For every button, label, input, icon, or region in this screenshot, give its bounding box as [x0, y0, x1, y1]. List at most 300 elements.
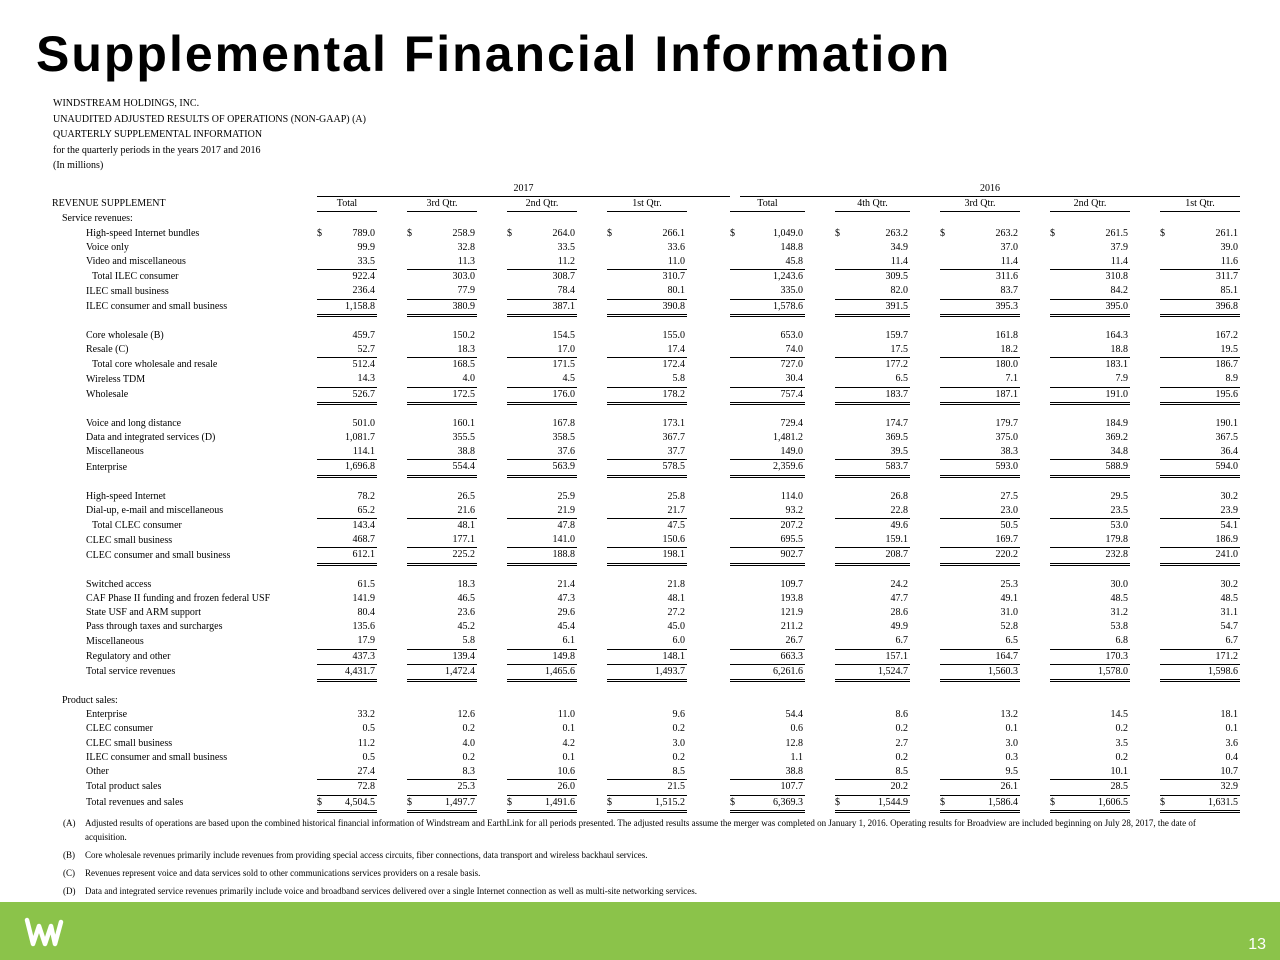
currency-symbol: [1050, 765, 1060, 780]
spacer-cell: [1130, 197, 1160, 212]
spacer-cell: [377, 504, 407, 519]
value-cell: 593.0: [950, 460, 1020, 476]
value-cell: 83.7: [950, 284, 1020, 299]
value-cell: 26.8: [890, 490, 908, 502]
spacer-cell: [52, 564, 1240, 578]
value-cell: 1,491.6: [517, 795, 577, 811]
currency-symbol: [1160, 241, 1170, 255]
currency-symbol: [1160, 460, 1170, 476]
spacer-cell: [52, 315, 1240, 329]
currency-symbol: [940, 358, 950, 373]
spacer-cell: [1020, 795, 1050, 811]
spacer-cell: [687, 634, 730, 649]
currency-symbol: [407, 664, 417, 680]
value-cell: 459.7: [352, 329, 375, 341]
spacer-cell: [1130, 606, 1160, 620]
spacer-cell: [687, 343, 730, 358]
currency-symbol: [730, 664, 740, 680]
row-label: Regulatory and other: [86, 650, 171, 662]
spacer-cell: [1020, 445, 1050, 460]
currency-symbol: [730, 765, 740, 780]
currency-symbol: [317, 649, 327, 664]
spacer-cell: [805, 620, 835, 634]
spacer-cell: [377, 649, 407, 664]
currency-symbol: [1050, 343, 1060, 358]
spacer-cell: [377, 445, 407, 460]
value-cell: 31.2: [1110, 607, 1128, 619]
footnote-text: Data and integrated service revenues primarily include voice and broadband services delivered over a single Internet connection as well as multi-site networking services.: [85, 886, 698, 896]
currency-symbol: [940, 780, 950, 795]
spacer-cell: [805, 722, 835, 736]
currency-symbol: $: [940, 227, 945, 239]
spacer-cell: [1020, 460, 1050, 476]
value-cell: 367.5: [1215, 432, 1238, 444]
value-cell: 29.5: [1110, 490, 1128, 502]
spacer-cell: [577, 592, 607, 606]
value-cell: 18.3: [457, 578, 475, 590]
currency-symbol: $: [940, 795, 950, 811]
value-cell: 8.3: [417, 765, 477, 780]
currency-symbol: [835, 519, 845, 534]
value-cell: 169.7: [950, 533, 1020, 548]
currency-symbol: $: [835, 795, 845, 811]
value-cell: 0.1: [1005, 723, 1018, 735]
spacer-cell: [910, 329, 940, 343]
table-row: [52, 795, 1240, 811]
value-cell: 526.7: [327, 387, 377, 403]
value-cell: 6.8: [1060, 634, 1130, 649]
value-cell: 207.2: [780, 520, 803, 532]
value-cell: 121.9: [780, 607, 803, 619]
value-cell: 18.2: [950, 343, 1020, 358]
spacer-cell: [1020, 490, 1050, 504]
spacer-cell: [477, 255, 507, 270]
year-header-row: [52, 182, 1240, 197]
currency-symbol: [317, 578, 327, 592]
spacer-cell: [910, 490, 940, 504]
currency-symbol: [607, 343, 617, 358]
currency-symbol: [940, 329, 950, 343]
row-label: Wholesale: [86, 389, 129, 401]
spacer-cell: [577, 270, 607, 285]
spacer-cell: [1130, 578, 1160, 592]
value-cell: 178.2: [617, 387, 687, 403]
spacer-cell: [1020, 255, 1050, 270]
spacer-cell: [377, 578, 407, 592]
value-cell: 335.0: [740, 284, 805, 299]
currency-symbol: [607, 445, 617, 460]
value-cell: 18.8: [1060, 343, 1130, 358]
currency-symbol: [835, 372, 845, 387]
currency-symbol: [940, 737, 950, 751]
value-cell: 48.5: [1220, 592, 1238, 604]
currency-symbol: [507, 241, 517, 255]
value-cell: 1,493.7: [617, 664, 687, 680]
value-cell: 33.5: [557, 241, 575, 253]
spacer-cell: [730, 182, 740, 197]
row-label: Wireless TDM: [86, 373, 146, 385]
currency-symbol: [407, 649, 417, 664]
report-period: for the quarterly periods in the years 2017 and 2016: [53, 144, 261, 156]
value-cell: 8.9: [1170, 372, 1240, 387]
spacer-cell: [477, 270, 507, 285]
value-cell: 159.7: [885, 329, 908, 341]
value-cell: 0.2: [672, 723, 685, 735]
value-cell: 37.9: [1110, 241, 1128, 253]
currency-symbol: [607, 649, 617, 664]
currency-symbol: [507, 533, 517, 548]
spacer-cell: [577, 504, 607, 519]
value-cell: 135.6: [352, 621, 375, 633]
value-cell: 21.7: [617, 504, 687, 519]
spacer-cell: [317, 694, 1240, 708]
value-cell: 6.1: [517, 634, 577, 649]
value-cell: 264.0: [552, 227, 575, 239]
value-cell: 17.0: [517, 343, 577, 358]
currency-symbol: [835, 780, 845, 795]
value-cell: 19.5: [1170, 343, 1240, 358]
spacer-cell: [1020, 634, 1050, 649]
currency-symbol: [1050, 519, 1060, 534]
currency-symbol: [407, 241, 417, 255]
spacer-cell: [477, 431, 507, 445]
value-cell: 30.0: [1110, 578, 1128, 590]
spacer-cell: [577, 343, 607, 358]
value-cell: 154.5: [552, 329, 575, 341]
value-cell: 159.1: [845, 533, 910, 548]
currency-symbol: [730, 255, 740, 270]
spacer-cell: [1130, 634, 1160, 649]
currency-symbol: [507, 548, 517, 564]
spacer-cell: [477, 299, 507, 315]
currency-symbol: [317, 431, 327, 445]
column-header: Total: [317, 197, 377, 212]
value-cell: 48.1: [457, 520, 475, 532]
value-cell: 148.8: [780, 241, 803, 253]
spacer-cell: [910, 227, 940, 241]
spacer-cell: [910, 649, 940, 664]
currency-symbol: [730, 722, 740, 736]
value-cell: 11.2: [517, 255, 577, 270]
currency-symbol: [507, 722, 517, 736]
value-cell: 261.1: [1215, 227, 1238, 239]
value-cell: 387.1: [517, 299, 577, 315]
spacer-cell: [805, 255, 835, 270]
spacer-cell: [687, 431, 730, 445]
currency-symbol: [940, 606, 950, 620]
spacer-cell: [477, 417, 507, 431]
spacer-cell: [577, 634, 607, 649]
spacer-cell: [1020, 417, 1050, 431]
value-cell: 13.2: [1000, 709, 1018, 721]
spacer-cell: [377, 241, 407, 255]
currency-symbol: [507, 490, 517, 504]
spacer-cell: [477, 329, 507, 343]
currency-symbol: [407, 606, 417, 620]
spacer-cell: [805, 533, 835, 548]
row-label: Product sales:: [62, 695, 118, 707]
currency-symbol: [607, 241, 617, 255]
currency-symbol: [407, 751, 417, 765]
row-label: Miscellaneous: [86, 446, 144, 458]
value-cell: 23.5: [1060, 504, 1130, 519]
report-header: [53, 96, 366, 174]
currency-symbol: [730, 504, 740, 519]
spacer-cell: [1130, 737, 1160, 751]
currency-symbol: [730, 592, 740, 606]
value-cell: 172.4: [662, 359, 685, 371]
spacer-cell: [477, 737, 507, 751]
value-cell: 50.5: [1000, 520, 1018, 532]
currency-symbol: $: [1160, 795, 1170, 811]
value-cell: 31.0: [1000, 607, 1018, 619]
spacer-cell: [910, 795, 940, 811]
currency-symbol: [1160, 737, 1170, 751]
currency-symbol: [835, 417, 845, 431]
currency-symbol: [1160, 417, 1170, 431]
spacer-cell: [377, 358, 407, 373]
spacer-cell: [377, 606, 407, 620]
spacer-cell: [910, 751, 940, 765]
currency-symbol: [730, 578, 740, 592]
currency-symbol: [940, 255, 950, 270]
value-cell: 84.2: [1060, 284, 1130, 299]
value-cell: 150.6: [617, 533, 687, 548]
currency-symbol: [507, 765, 517, 780]
currency-symbol: [317, 343, 327, 358]
value-cell: 45.4: [557, 621, 575, 633]
row-label: Total CLEC consumer: [92, 519, 182, 531]
spacer-cell: [1130, 431, 1160, 445]
currency-symbol: [507, 445, 517, 460]
spacer-cell: [1130, 343, 1160, 358]
currency-symbol: [1050, 708, 1060, 722]
value-cell: 4.0: [417, 372, 477, 387]
value-cell: 26.5: [457, 490, 475, 502]
currency-symbol: [607, 592, 617, 606]
column-header: Total: [730, 197, 805, 212]
currency-symbol: [1050, 504, 1060, 519]
spacer-cell: [910, 504, 940, 519]
spacer-cell: [477, 780, 507, 795]
spacer-cell: [1130, 270, 1160, 285]
row-label: Other: [86, 766, 109, 778]
currency-symbol: [607, 519, 617, 534]
currency-symbol: [1050, 533, 1060, 548]
year-2016-header: 2016: [740, 182, 1240, 197]
currency-symbol: [407, 270, 417, 285]
value-cell: 80.1: [617, 284, 687, 299]
value-cell: 922.4: [352, 271, 375, 283]
spacer-cell: [1020, 519, 1050, 534]
spacer-cell: [477, 445, 507, 460]
currency-symbol: [317, 634, 327, 649]
row-label: Switched access: [86, 578, 152, 590]
spacer-cell: [687, 606, 730, 620]
table-row: [52, 490, 1240, 504]
value-cell: 9.6: [672, 709, 685, 721]
value-cell: 37.7: [617, 445, 687, 460]
currency-symbol: [507, 578, 517, 592]
footnote-b: [63, 848, 1223, 862]
table-row: [52, 329, 1240, 343]
value-cell: 2.7: [895, 737, 908, 749]
value-cell: 22.8: [845, 504, 910, 519]
currency-symbol: [835, 722, 845, 736]
spacer-cell: [577, 649, 607, 664]
page-title: Supplemental Financial Information: [36, 26, 952, 82]
spacer-cell: [910, 197, 940, 212]
spacer-cell: [1130, 533, 1160, 548]
spacer-cell: [910, 634, 940, 649]
value-cell: 303.0: [452, 271, 475, 283]
value-cell: 54.7: [1220, 621, 1238, 633]
table-row: [52, 722, 1240, 736]
value-cell: 12.6: [457, 709, 475, 721]
currency-symbol: [407, 578, 417, 592]
value-cell: 0.2: [672, 751, 685, 763]
spacer-cell: [477, 634, 507, 649]
currency-symbol: [730, 548, 740, 564]
currency-symbol: [317, 372, 327, 387]
spacer-cell: [805, 284, 835, 299]
currency-symbol: [940, 343, 950, 358]
spacer-cell: [1020, 197, 1050, 212]
spacer-cell: [687, 722, 730, 736]
currency-symbol: [1160, 299, 1170, 315]
spacer-cell: [577, 490, 607, 504]
value-cell: 157.1: [845, 649, 910, 664]
value-cell: 1,598.6: [1170, 664, 1240, 680]
spacer-cell: [1130, 795, 1160, 811]
spacer-cell: [1130, 284, 1160, 299]
spacer-cell: [1020, 649, 1050, 664]
spacer-cell: [477, 460, 507, 476]
value-cell: 11.0: [557, 709, 575, 721]
spacer-cell: [805, 548, 835, 564]
value-cell: 0.2: [462, 723, 475, 735]
value-cell: 48.1: [667, 592, 685, 604]
row-label: Video and miscellaneous: [86, 256, 186, 268]
footnote-label: (D): [63, 886, 76, 896]
report-units: (In millions): [53, 160, 104, 171]
currency-symbol: $: [1050, 227, 1055, 239]
currency-symbol: [730, 649, 740, 664]
currency-symbol: [730, 358, 740, 373]
table-row: [52, 737, 1240, 751]
table-row: [52, 284, 1240, 299]
spacer-cell: [577, 387, 607, 403]
value-cell: 180.0: [995, 359, 1018, 371]
spacer-cell: [1020, 270, 1050, 285]
value-cell: 6,369.3: [740, 795, 805, 811]
spacer-cell: [805, 445, 835, 460]
row-label: CLEC small business: [86, 534, 173, 546]
value-cell: 26.1: [950, 780, 1020, 795]
table-row: [52, 372, 1240, 387]
value-cell: 11.4: [1060, 255, 1130, 270]
currency-symbol: [730, 372, 740, 387]
spacer-cell: [577, 664, 607, 680]
currency-symbol: [507, 592, 517, 606]
spacer-cell: [377, 620, 407, 634]
revenue-supplement-table: [52, 182, 1240, 813]
value-cell: 612.1: [327, 548, 377, 564]
spacer-cell: [805, 737, 835, 751]
value-cell: 11.6: [1170, 255, 1240, 270]
currency-symbol: [607, 387, 617, 403]
row-label: Dial-up, e-mail and miscellaneous: [86, 505, 224, 517]
currency-symbol: [317, 490, 327, 504]
spacer-cell: [477, 765, 507, 780]
currency-symbol: [407, 519, 417, 534]
value-cell: 391.5: [845, 299, 910, 315]
spacer-cell: [477, 606, 507, 620]
spacer-cell: [477, 504, 507, 519]
currency-symbol: [317, 737, 327, 751]
spacer-cell: [577, 722, 607, 736]
spacer-cell: [805, 431, 835, 445]
currency-symbol: [940, 241, 950, 255]
currency-symbol: [1050, 722, 1060, 736]
value-cell: 32.8: [457, 241, 475, 253]
currency-symbol: [317, 722, 327, 736]
spacer-cell: [687, 737, 730, 751]
currency-symbol: [407, 431, 417, 445]
currency-symbol: [940, 620, 950, 634]
value-cell: 266.1: [662, 227, 685, 239]
row-label: CAF Phase II funding and frozen federal USF: [86, 592, 271, 604]
spacer-cell: [1020, 387, 1050, 403]
spacer-row: [52, 476, 1240, 490]
spacer-cell: [910, 270, 940, 285]
value-cell: 191.0: [1060, 387, 1130, 403]
currency-symbol: [835, 634, 845, 649]
currency-symbol: [835, 343, 845, 358]
spacer-cell: [687, 548, 730, 564]
value-cell: 161.8: [995, 329, 1018, 341]
spacer-cell: [1130, 358, 1160, 373]
currency-symbol: [1050, 490, 1060, 504]
currency-symbol: [940, 284, 950, 299]
table-row: [52, 780, 1240, 795]
currency-symbol: [730, 606, 740, 620]
spacer-cell: [52, 681, 1240, 695]
currency-symbol: [835, 649, 845, 664]
value-cell: 380.9: [417, 299, 477, 315]
value-cell: 24.2: [890, 578, 908, 590]
value-cell: 39.0: [1220, 241, 1238, 253]
spacer-cell: [577, 227, 607, 241]
value-cell: 6,261.6: [740, 664, 805, 680]
currency-symbol: $: [607, 795, 617, 811]
currency-symbol: [730, 270, 740, 285]
value-cell: 578.5: [617, 460, 687, 476]
spacer-cell: [805, 299, 835, 315]
currency-symbol: [940, 634, 950, 649]
currency-symbol: [407, 780, 417, 795]
spacer-cell: [377, 737, 407, 751]
currency-symbol: [1160, 329, 1170, 343]
spacer-cell: [477, 578, 507, 592]
value-cell: 225.2: [417, 548, 477, 564]
row-label: Core wholesale (B): [86, 329, 164, 341]
spacer-cell: [477, 708, 507, 722]
spacer-cell: [687, 299, 730, 315]
spacer-cell: [805, 460, 835, 476]
value-cell: 188.8: [517, 548, 577, 564]
value-cell: 355.5: [452, 432, 475, 444]
